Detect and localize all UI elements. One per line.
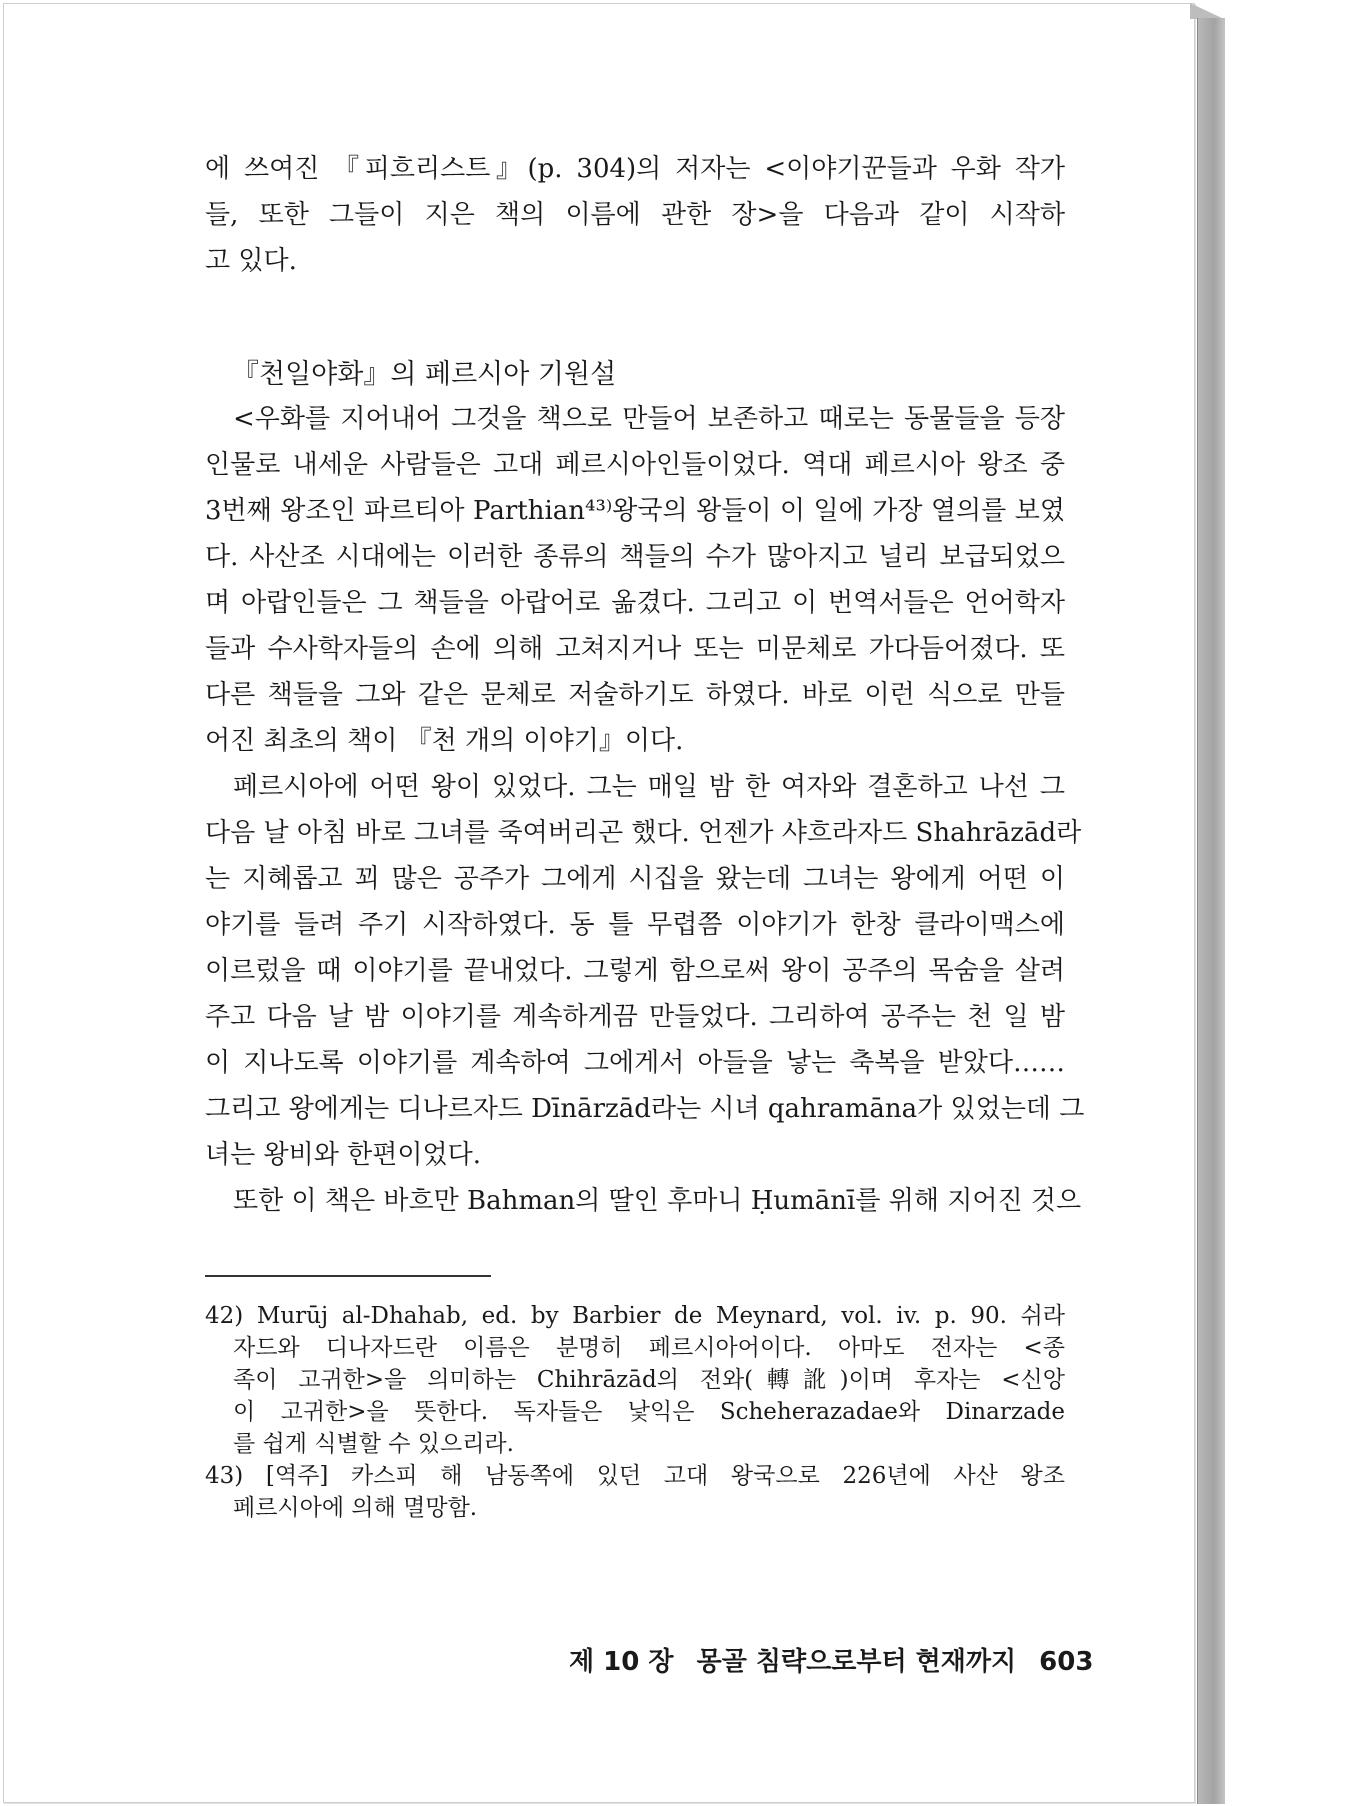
text-line: 이르렀을 때 이야기를 끝내었다. 그렇게 함으로써 왕이 공주의 목숨을 살려 (205, 956, 1065, 986)
footnote-line: 를 쉽게 식별할 수 있으리라. (233, 1431, 514, 1457)
text-line: 야기를 들려 주기 시작하였다. 동 틀 무렵쯤 이야기가 한창 클라이맥스에 (205, 910, 1065, 940)
text-line: 그리고 왕에게는 디나르자드 Dīnārzād라는 시녀 qahramāna가 있었는데 그 (205, 1094, 1085, 1124)
text-line: <우화를 지어내어 그것을 책으로 만들어 보존하고 때로는 동물들을 등장 (233, 404, 1065, 434)
running-footer (555, 1641, 1094, 1678)
chapter-title: 몽골 침략으로부터 현재까지 (696, 1647, 1017, 1677)
page-number: 603 (1039, 1647, 1094, 1677)
text-line: 어진 최초의 책이 『천 개의 이야기』이다. (205, 726, 684, 756)
text-line: 들과 수사학자들의 손에 의해 고쳐지거나 또는 미문체로 가다듬어졌다. 또 (205, 634, 1065, 664)
main-body (205, 396, 1085, 1224)
intro-paragraph (205, 146, 1065, 284)
footnote-rule (205, 1275, 491, 1277)
text-line: 또한 이 책은 바흐만 Bahman의 딸인 후마니 Ḥumānī를 위해 지어진 것으 (233, 1186, 1082, 1216)
text-line: 에 쓰여진 『피흐리스트』(p. 304)의 저자는 <이야기꾼들과 우화 작가 (205, 154, 1065, 184)
footnote-line: 페르시아에 의해 멸망함. (233, 1495, 478, 1521)
chapter-label: 제 10 장 (569, 1647, 674, 1677)
footnotes (205, 1300, 1065, 1524)
text-line: 3번째 왕조인 파르티아 Parthian⁴³⁾왕국의 왕들이 이 일에 가장 열의를 보였 (205, 496, 1065, 526)
text-line: 다. 사산조 시대에는 이러한 종류의 책들의 수가 많아지고 널리 보급되었으 (205, 542, 1065, 572)
text-line: 페르시아에 어떤 왕이 있었다. 그는 매일 밤 한 여자와 결혼하고 나선 그 (233, 772, 1065, 802)
text-line: 다른 책들을 그와 같은 문체로 저술하기도 하였다. 바로 이런 식으로 만들 (205, 680, 1065, 710)
text-line: 주고 다음 날 밤 이야기를 계속하게끔 만들었다. 그리하여 공주는 천 일 밤 (205, 1002, 1065, 1032)
text-line: 녀는 왕비와 한편이었다. (205, 1140, 481, 1170)
footnote-line: 족이 고귀한>을 의미하는 Chihrāzād의 전와(轉訛)이며 후자는 <신앙 (233, 1367, 1065, 1393)
text-line: 고 있다. (205, 246, 297, 276)
text-line: 들, 또한 그들이 지은 책의 이름에 관한 장>을 다음과 같이 시작하 (205, 200, 1065, 230)
section-heading: 『천일야화』의 페르시아 기원설 (232, 359, 617, 390)
footnote-line: 이 고귀한>을 뜻한다. 독자들은 낯익은 Scheherazadae와 Dinarzade (233, 1399, 1065, 1425)
text-line: 다음 날 아침 바로 그녀를 죽여버리곤 했다. 언젠가 샤흐라자드 Shahrāzād라 (205, 818, 1082, 848)
page-edge-shadow (1197, 18, 1225, 1804)
footnote-line: 43) [역주] 카스피 해 남동쪽에 있던 고대 왕국으로 226년에 사산 왕조 (205, 1463, 1065, 1489)
footnote-line: 자드와 디나자드란 이름은 분명히 페르시아어이다. 아마도 전자는 <종 (233, 1335, 1065, 1361)
footnote-line: 42) Murūj al-Dhahab, ed. by Barbier de Meynard, vol. iv. p. 90. 쉬라 (205, 1303, 1065, 1329)
page-edge-top (1190, 3, 1224, 19)
text-line: 이 지나도록 이야기를 계속하여 그에게서 아들을 낳는 축복을 받았다…… (205, 1048, 1065, 1078)
text-line: 인물로 내세운 사람들은 고대 페르시아인들이었다. 역대 페르시아 왕조 중 (205, 450, 1065, 480)
text-line: 며 아랍인들은 그 책들을 아랍어로 옮겼다. 그리고 이 번역서들은 언어학자 (205, 588, 1065, 618)
text-line: 는 지혜롭고 꾀 많은 공주가 그에게 시집을 왔는데 그녀는 왕에게 어떤 이 (205, 864, 1065, 894)
